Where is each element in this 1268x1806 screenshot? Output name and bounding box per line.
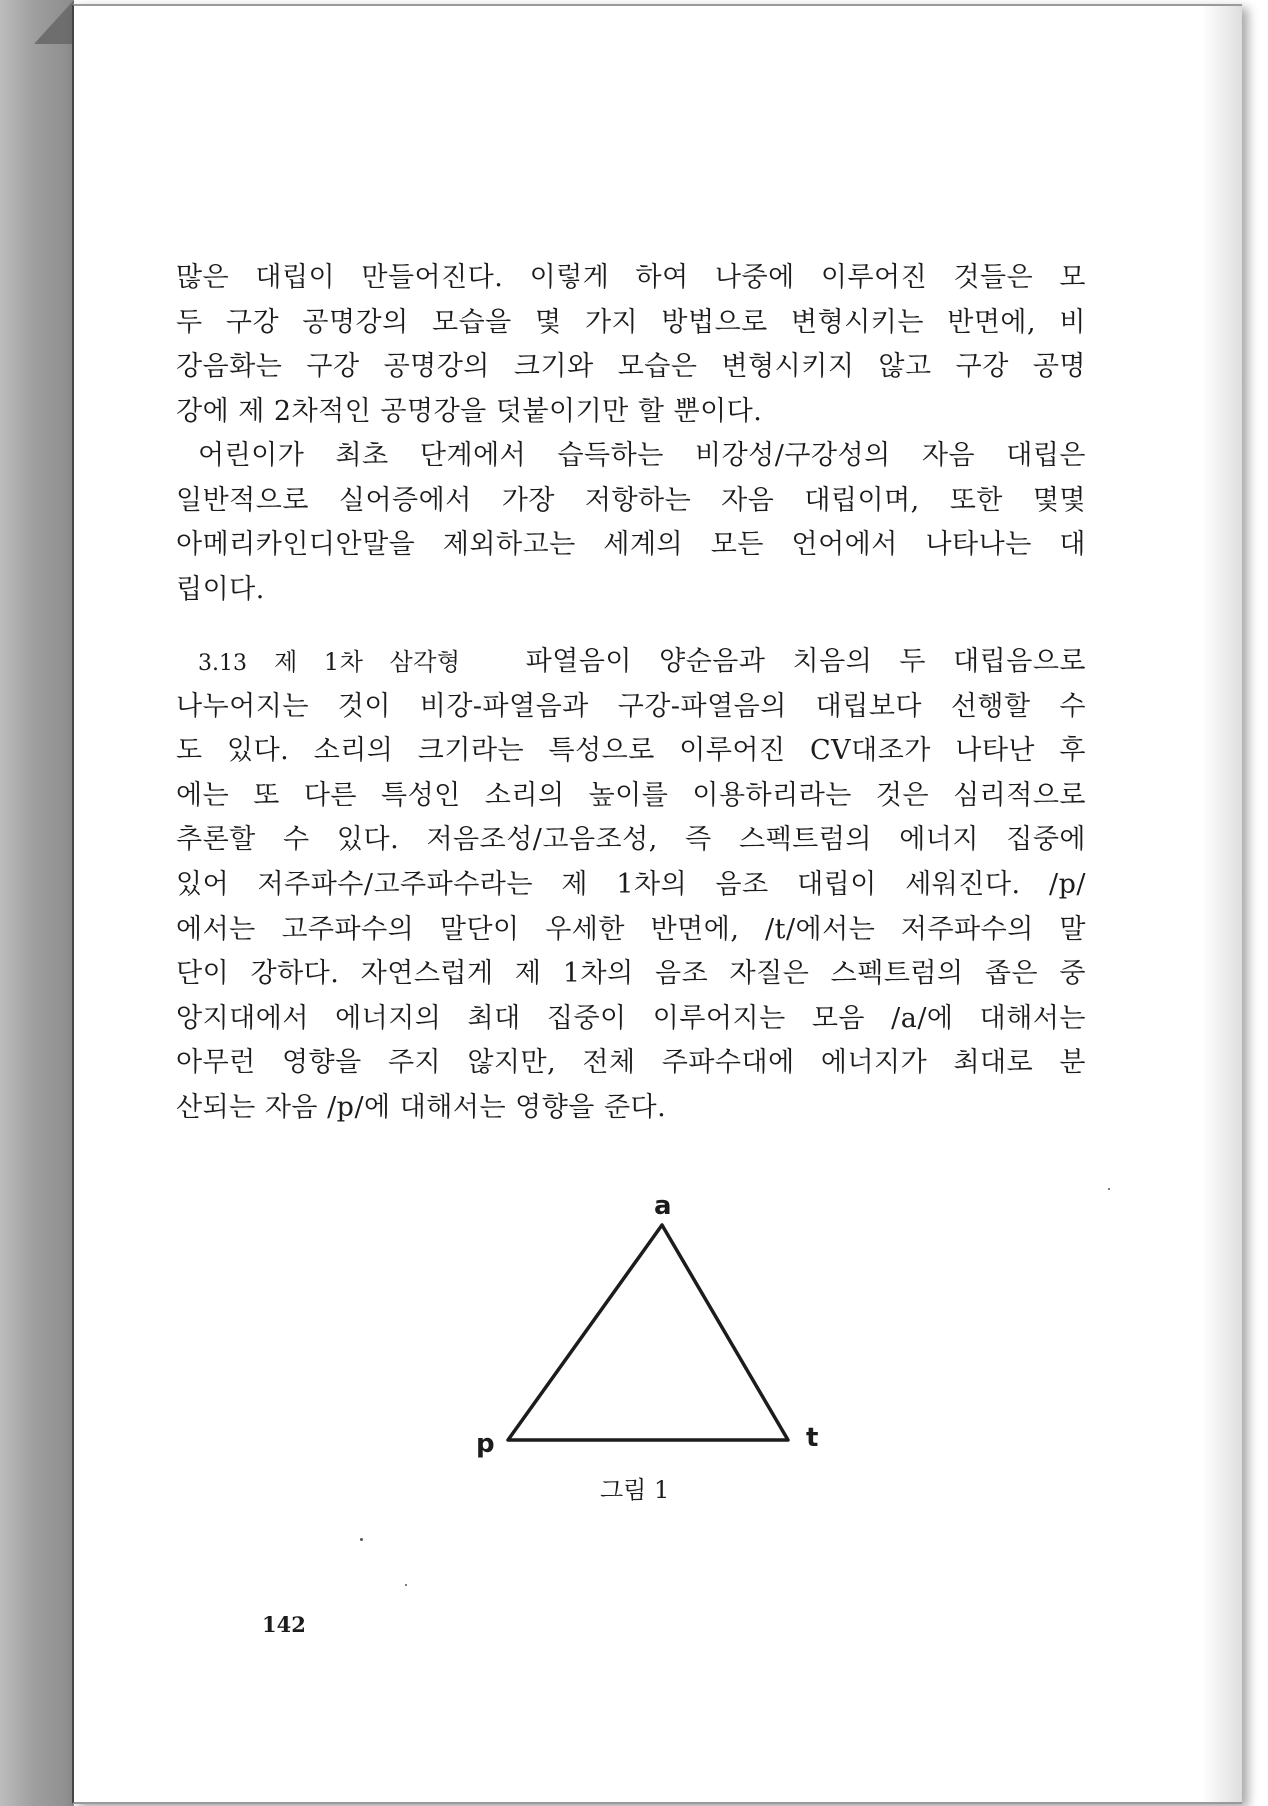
paragraph-2 [176, 434, 1086, 612]
page-shade [1202, 6, 1242, 1802]
text-line: 에서는 고주파수의 말단이 우세한 반면에, /t/에서는 저주파수의 말 [176, 913, 1086, 945]
text-line: 강음화는 구강 공명강의 크기와 모습은 변형시키지 않고 구강 공명 [176, 351, 1086, 383]
text-line: 도 있다. 소리의 크기라는 특성으로 이루어진 CV대조가 나타난 후 [176, 735, 1086, 767]
text-line: 두 구강 공명강의 모습을 몇 가지 방법으로 변형시키는 반면에, 비 [176, 306, 1086, 338]
text-line: 일반적으로 실어증에서 가장 저항하는 자음 대립이며, 또한 몇몇 [176, 484, 1086, 516]
text-line: 립이다. [176, 573, 265, 605]
book-spine-edge [0, 0, 74, 1806]
vertex-label-p: p [476, 1429, 495, 1459]
text-line: 나누어지는 것이 비강-파열음과 구강-파열음의 대립보다 선행할 수 [176, 690, 1086, 722]
vertex-label-t: t [806, 1423, 819, 1453]
text-line: 산되는 자음 /p/에 대해서는 영향을 준다. [176, 1091, 667, 1123]
triangle-diagram [468, 1188, 828, 1488]
vertex-label-a: a [654, 1191, 672, 1221]
page-number: 142 [262, 1612, 306, 1637]
triangle-figure [468, 1188, 828, 1488]
figure-caption: 그림 1 [600, 1476, 670, 1504]
text-line: 어린이가 최초 단계에서 습득하는 비강성/구강성의 자음 대립은 [198, 440, 1086, 471]
text-line: 에는 또 다른 특성인 소리의 높이를 이용하리라는 것은 심리적으로 [176, 779, 1086, 811]
text-line: 아메리카인디안말을 제외하고는 세계의 모든 언어에서 나타나는 대 [176, 529, 1086, 561]
text-line: 추론할 수 있다. 저음조성/고음조성, 즉 스펙트럼의 에너지 집중에 [176, 824, 1086, 856]
section-3-13 [176, 640, 1086, 1131]
scan-speck [405, 1584, 407, 1586]
text-line: 파열음이 양순음과 치음의 두 대립음으로 [525, 646, 1086, 677]
text-line: 단이 강하다. 자연스럽게 제 1차의 음조 자질은 스펙트럼의 좁은 중 [176, 958, 1086, 990]
text-line: 많은 대립이 만들어진다. 이렇게 하여 나중에 이루어진 것들은 모 [176, 262, 1086, 293]
text-line: 강에 제 2차적인 공명강을 덧붙이기만 할 뿐이다. [176, 395, 763, 427]
paragraph-1 [176, 256, 1086, 434]
text-line: 앙지대에서 에너지의 최대 집중이 이루어지는 모음 /a/에 대해서는 [176, 1002, 1086, 1034]
triangle-shape [508, 1225, 788, 1440]
text-line: 있어 저주파수/고주파수라는 제 1차의 음조 대립이 세워진다. /p/ [176, 868, 1086, 900]
section-number: 3.13 [198, 651, 247, 676]
section-title: 제 1차 삼각형 [274, 648, 461, 676]
section-heading-line [176, 640, 1086, 685]
scan-speck [360, 1538, 363, 1541]
scan-speck [1108, 1188, 1110, 1190]
text-line: 아무런 영향을 주지 않지만, 전체 주파수대에 에너지가 최대로 분 [176, 1047, 1086, 1079]
